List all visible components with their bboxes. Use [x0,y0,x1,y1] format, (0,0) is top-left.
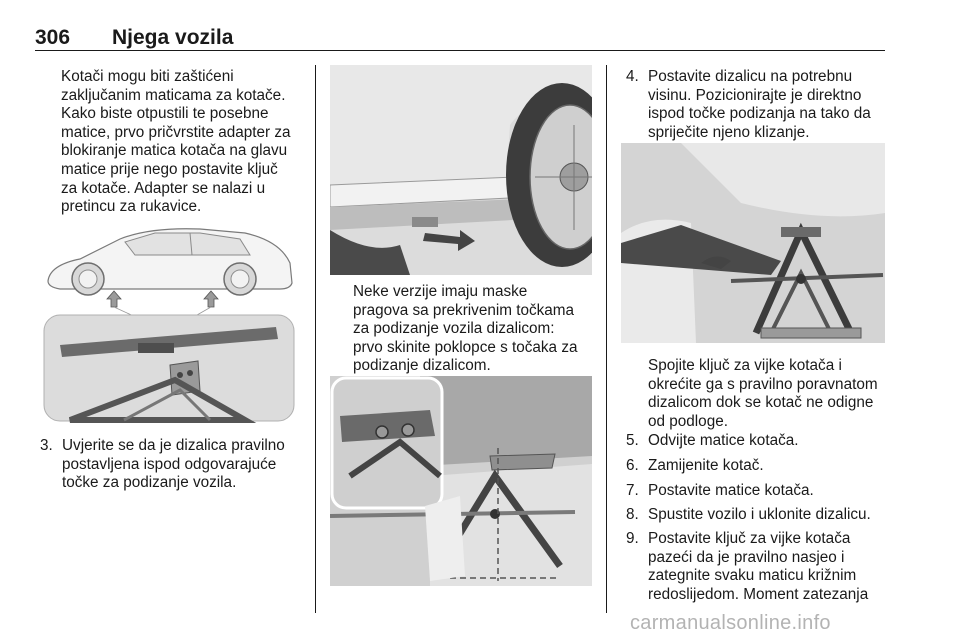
header-rule [35,50,885,51]
intro-line: blokiranje matica kotača na glavu [61,142,288,160]
step-7 [626,482,888,501]
wrench-line: od podloge. [648,412,728,430]
note-line: za podizanje vozila dizalicom: [353,320,555,338]
wrench-line: okrećite ga s pravilno poravnatom [648,375,878,393]
intro-line: za kotače. Adapter se nalazi u [61,179,266,197]
step-number: 7. [626,482,639,499]
step-number: 9. [626,530,639,547]
intro-line: pretincu za rukavice. [61,198,202,216]
note-line: pragova sa prekrivenim točkama [353,301,575,319]
car-lift-illustration [40,215,298,424]
step-line: pazeći da je pravilno nasjeo i [648,548,845,566]
step-line: redoslijedom. Moment zatezanja [648,585,869,603]
chapter-title: Njega vozila [112,26,234,49]
step-line: Postavite dizalicu na potrebnu [648,68,853,85]
step-line: Uvjerite se da je dizalica pravilno [62,437,285,454]
step-number: 4. [626,68,639,85]
step-number: 6. [626,457,639,474]
step-number: 5. [626,432,639,449]
step-5 [626,432,888,451]
step-4 [626,68,888,144]
step-3 [40,437,312,497]
step-line: visinu. Pozicionirajte je direktno [648,86,862,104]
figure-sill-cover [330,65,592,275]
figure-jack-wrench [621,143,885,343]
jack-wrench-illustration [621,143,885,343]
column-divider-2 [606,65,607,613]
page-number: 306 [35,26,71,49]
intro-line: Kako biste otpustili te posebne [61,105,269,123]
step-line: Zamijenite kotač. [648,457,764,474]
step-line: Postavite ključ za vijke kotača [648,530,851,547]
step-6 [626,457,888,476]
page-header [35,22,885,52]
wrench-line: Spojite ključ za vijke kotača i [648,357,842,374]
wrench-paragraph [648,357,893,431]
note-line: podizanje dizalicom. [353,357,491,375]
intro-line: Kotači mogu biti zaštićeni [61,68,234,85]
intro-line: matice prije nego postavite ključ [61,160,278,178]
step-line: spriječite njeno klizanje. [648,123,810,141]
step-8 [626,506,888,525]
step-line: postavljena ispod odgovarajuće [62,455,277,473]
intro-line: zaključanim maticama za kotače. [61,86,286,104]
sill-cover-illustration [330,65,592,275]
intro-line: matice, prvo pričvrstite adapter za [61,123,291,141]
step-line: zategnite svaku maticu križnim [648,567,857,585]
step-line: Odvijte matice kotača. [648,432,799,449]
sill-cover-note [353,283,603,376]
step-line: ispod točke podizanja na tako da [648,105,871,123]
step-number: 8. [626,506,639,523]
column-divider-1 [315,65,316,613]
step-9 [626,530,888,606]
intro-paragraph [61,68,311,217]
note-line: Neke verzije imaju maske [353,283,528,300]
jack-positioning-illustration [330,376,592,586]
note-line: prvo skinite poklopce s točaka za [353,338,578,356]
figure-car-lift-points [40,215,298,424]
step-number: 3. [40,437,53,454]
wrench-line: dizalicom dok se kotač ne odigne [648,394,874,412]
step-line: Spustite vozilo i uklonite dizalicu. [648,506,871,523]
step-line: točke za podizanje vozila. [62,474,237,492]
step-line: Postavite matice kotača. [648,482,814,499]
figure-jack-positioning [330,376,592,586]
watermark: carmanualsonline.info [630,612,831,634]
